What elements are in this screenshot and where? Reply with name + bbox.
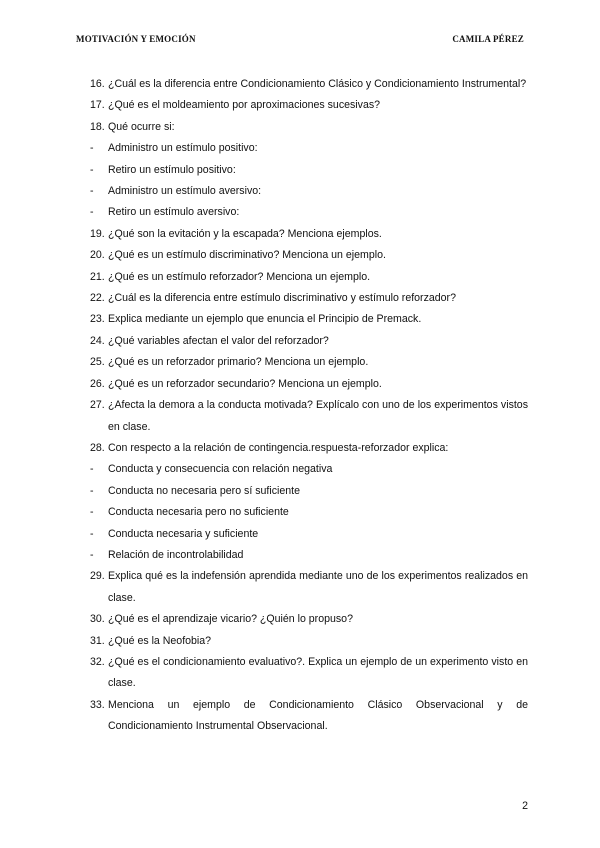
question-text: ¿Qué variables afectan el valor del reforzador? xyxy=(108,334,329,347)
question-text: ¿Qué es el aprendizaje vicario? ¿Quién lo propuso? xyxy=(108,613,353,626)
sub-list-item xyxy=(90,459,528,480)
page-number: 2 xyxy=(522,800,528,812)
sub-list-item xyxy=(90,202,528,223)
question-text: ¿Qué es un reforzador primario? Menciona un ejemplo. xyxy=(108,356,369,369)
sub-item-text: Administro un estímulo aversivo: xyxy=(108,185,262,198)
dash-marker: - xyxy=(90,142,94,155)
question-number: 16. xyxy=(90,78,105,90)
question-text: Explica mediante un ejemplo que enuncia el Principio de Premack. xyxy=(108,313,422,326)
sub-item-text: Conducta necesaria y suficiente xyxy=(108,527,259,540)
header-author-name: CAMILA PÉREZ xyxy=(452,34,524,44)
sub-item-text: Conducta y consecuencia con relación negativa xyxy=(108,463,333,476)
question-number: 32. xyxy=(90,655,105,668)
dash-marker: - xyxy=(90,484,94,497)
sub-item-text: Conducta no necesaria pero sí suficiente xyxy=(108,484,300,497)
question-text: Explica qué es la indefensión aprendida mediante uno de los experimentos realizados en clase. xyxy=(108,570,528,604)
dash-marker: - xyxy=(90,506,94,519)
sub-list-item xyxy=(90,545,528,566)
question-text: Con respecto a la relación de contingencia.respuesta-reforzador explica: xyxy=(108,441,449,454)
dash-marker: - xyxy=(90,185,94,198)
question-item xyxy=(90,309,528,330)
dash-marker: - xyxy=(90,527,94,540)
sub-list-item xyxy=(90,138,528,159)
sub-item-text: Conducta necesaria pero no suficiente xyxy=(108,506,289,519)
question-item xyxy=(90,352,528,373)
question-text: Qué ocurre si: xyxy=(108,120,175,133)
question-text: ¿Qué es el condicionamiento evaluativo?. Explica un ejemplo de un experimento visto en clase. xyxy=(108,655,528,690)
question-number: 22. xyxy=(90,292,105,305)
question-item xyxy=(90,74,528,95)
sub-list-item xyxy=(90,181,528,202)
sub-item-text: Administro un estímulo positivo: xyxy=(108,142,258,155)
question-item xyxy=(90,267,528,288)
dash-marker: - xyxy=(90,548,94,561)
question-number: 17. xyxy=(90,99,105,112)
dash-marker: - xyxy=(90,206,94,219)
question-item xyxy=(90,374,528,395)
question-text: ¿Qué son la evitación y la escapada? Menciona ejemplos. xyxy=(108,227,382,240)
dash-marker: - xyxy=(90,463,94,476)
question-number: 25. xyxy=(90,356,105,369)
question-item xyxy=(90,695,528,738)
question-number: 29. xyxy=(90,570,105,583)
page-header xyxy=(76,34,524,48)
question-text: ¿Qué es la Neofobia? xyxy=(108,634,212,647)
dash-marker: - xyxy=(90,163,94,176)
question-item xyxy=(90,245,528,266)
question-number: 21. xyxy=(90,270,105,283)
question-item xyxy=(90,631,528,652)
question-item xyxy=(90,652,528,695)
question-text: ¿Qué es un reforzador secundario? Menciona un ejemplo. xyxy=(108,377,382,390)
question-text: ¿Qué es un estímulo reforzador? Menciona un ejemplo. xyxy=(108,270,371,283)
question-item xyxy=(90,117,528,138)
sub-item-text: Relación de incontrolabilidad xyxy=(108,548,244,561)
sub-item-text: Retiro un estímulo aversivo: xyxy=(108,206,240,219)
question-item xyxy=(90,438,528,459)
question-item xyxy=(90,395,528,438)
question-number: 31. xyxy=(90,634,105,647)
question-item xyxy=(90,609,528,630)
question-number: 19. xyxy=(90,227,105,240)
question-text: ¿Qué es el moldeamiento por aproximaciones sucesivas? xyxy=(108,99,381,112)
question-item xyxy=(90,331,528,352)
question-item xyxy=(90,288,528,309)
question-number: 33. xyxy=(90,698,105,711)
question-item xyxy=(90,95,528,116)
question-number: 24. xyxy=(90,334,105,347)
sub-list-item xyxy=(90,160,528,181)
question-text: ¿Cuál es la diferencia entre Condicionamiento Clásico y Condicionamiento Instrumental? xyxy=(108,78,527,90)
sub-list-item xyxy=(90,524,528,545)
question-number: 28. xyxy=(90,441,105,454)
question-list xyxy=(90,74,528,738)
question-number: 26. xyxy=(90,377,105,390)
question-number: 23. xyxy=(90,313,105,326)
question-item xyxy=(90,224,528,245)
question-text: ¿Cuál es la diferencia entre estímulo discriminativo y estímulo reforzador? xyxy=(108,292,456,305)
question-item xyxy=(90,566,528,609)
sub-list-item xyxy=(90,502,528,523)
sub-item-text: Retiro un estímulo positivo: xyxy=(108,163,236,176)
sub-list-item xyxy=(90,481,528,502)
question-number: 18. xyxy=(90,120,105,133)
header-course-title: MOTIVACIÓN Y EMOCIÓN xyxy=(76,34,196,44)
question-text: ¿Afecta la demora a la conducta motivada? Explícalo con uno de los experimentos vistos en clase. xyxy=(108,399,528,433)
question-text: Menciona un ejemplo de Condicionamiento Clásico Observacional y de Condicionamiento Instrumental Observacional. xyxy=(108,698,528,733)
question-text: ¿Qué es un estímulo discriminativo? Menciona un ejemplo. xyxy=(108,249,386,262)
question-number: 20. xyxy=(90,249,105,262)
question-number: 27. xyxy=(90,399,105,412)
question-number: 30. xyxy=(90,613,105,626)
